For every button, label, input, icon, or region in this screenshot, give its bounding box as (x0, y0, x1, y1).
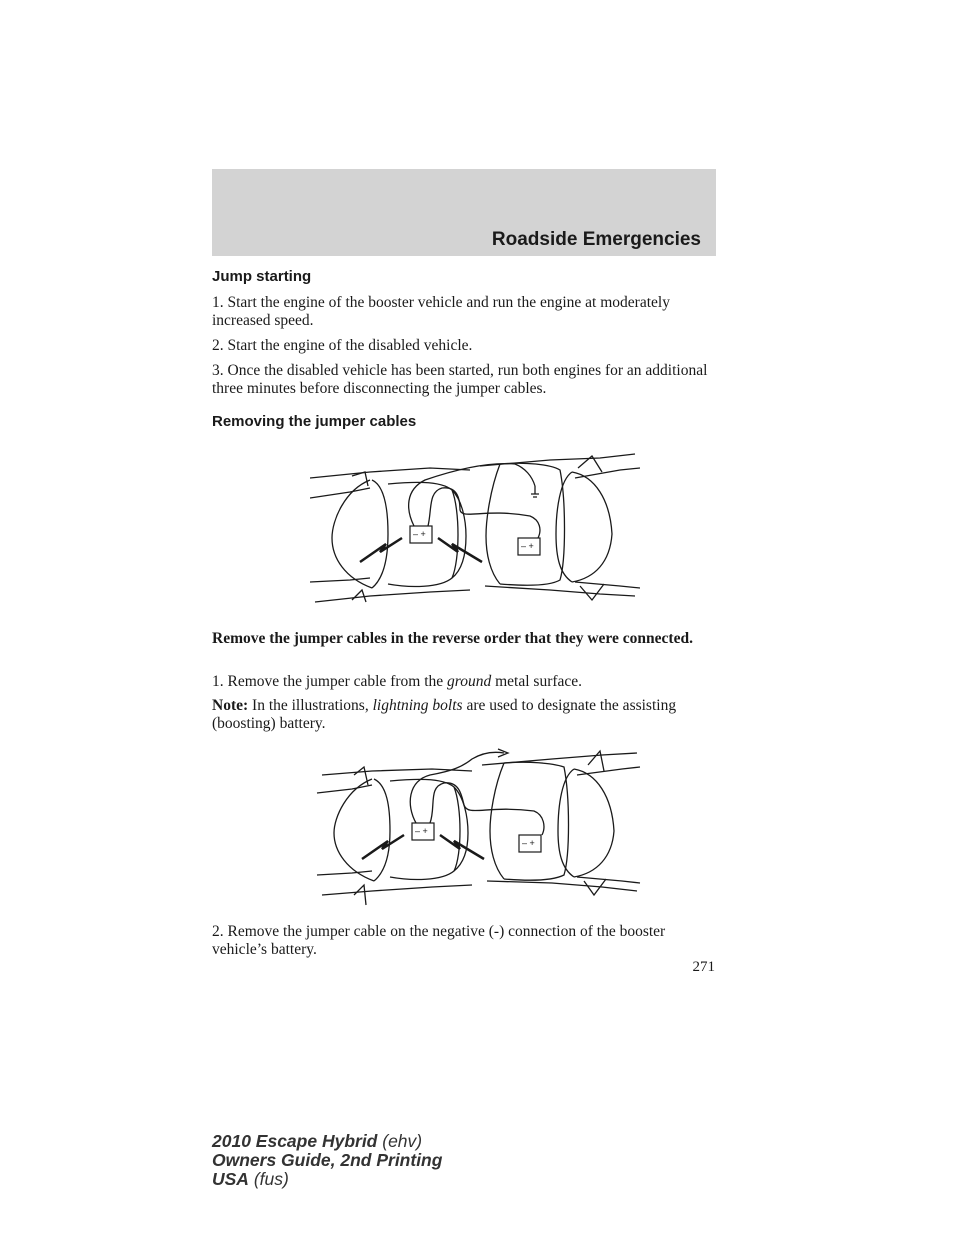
note-paragraph (212, 697, 712, 733)
section-title: Roadside Emergencies (491, 229, 701, 250)
footer-region-code: (fus) (248, 1169, 289, 1189)
note-suffix: are used to designate the assisting (boosting) battery. (212, 697, 677, 732)
booster-vehicle-drawing (317, 767, 472, 905)
remove-cables-instruction: Remove the jumper cables in the reverse order that they were connected. (212, 630, 693, 647)
booster-battery-label: – + (415, 826, 428, 836)
disabled-vehicle-drawing (480, 454, 640, 600)
note-prefix: In the illustrations, (248, 697, 373, 714)
jumper-cables-illustration-2 (312, 745, 642, 910)
disabled-vehicle-drawing (482, 751, 640, 895)
footer-region: USA (212, 1169, 249, 1189)
jump-step-1: 1. Start the engine of the booster vehicle and run the engine at moderately increased speed. (212, 294, 670, 329)
cable-positive (428, 488, 540, 538)
cable-ground (409, 464, 535, 526)
lightning-bolt-right-icon (440, 835, 484, 859)
ground-clamp-icon (531, 486, 539, 497)
jump-step-3: 3. Once the disabled vehicle has been started, run both engines for an additional three minutes before disconnecting the jumper cables. (212, 362, 708, 397)
note-italic: lightning bolts (372, 697, 463, 714)
remove-step-2: 2. Remove the jumper cable on the negative (-) connection of the booster vehicle’s battery. (212, 923, 666, 958)
cable-positive (430, 783, 544, 835)
lightning-bolt-right-icon (438, 538, 482, 562)
remove-step-1-suffix: metal surface. (491, 673, 583, 690)
note-label: Note: (212, 697, 249, 714)
booster-battery-label: – + (413, 529, 426, 539)
remove-step-1-prefix: 1. Remove the jumper cable from the (212, 673, 448, 690)
document-footer (212, 1132, 442, 1189)
lightning-bolt-left-icon (362, 835, 404, 859)
page-number: 271 (692, 959, 715, 975)
footer-guide-edition: Owners Guide, 2nd Printing (212, 1150, 443, 1170)
footer-model-code: (ehv) (377, 1131, 423, 1151)
jumper-cables-illustration-1 (310, 450, 640, 612)
heading-removing-cables: Removing the jumper cables (212, 413, 417, 430)
disabled-battery-label: – + (522, 838, 535, 848)
section-header-band (212, 169, 716, 256)
disabled-battery-label: – + (521, 541, 534, 551)
jump-step-2: 2. Start the engine of the disabled vehicle. (212, 337, 473, 354)
heading-jump-starting: Jump starting (212, 268, 312, 285)
remove-step-1-italic: ground (447, 673, 492, 690)
remove-step-1 (212, 673, 712, 691)
lightning-bolt-left-icon (360, 538, 402, 562)
footer-model: 2010 Escape Hybrid (212, 1131, 378, 1151)
